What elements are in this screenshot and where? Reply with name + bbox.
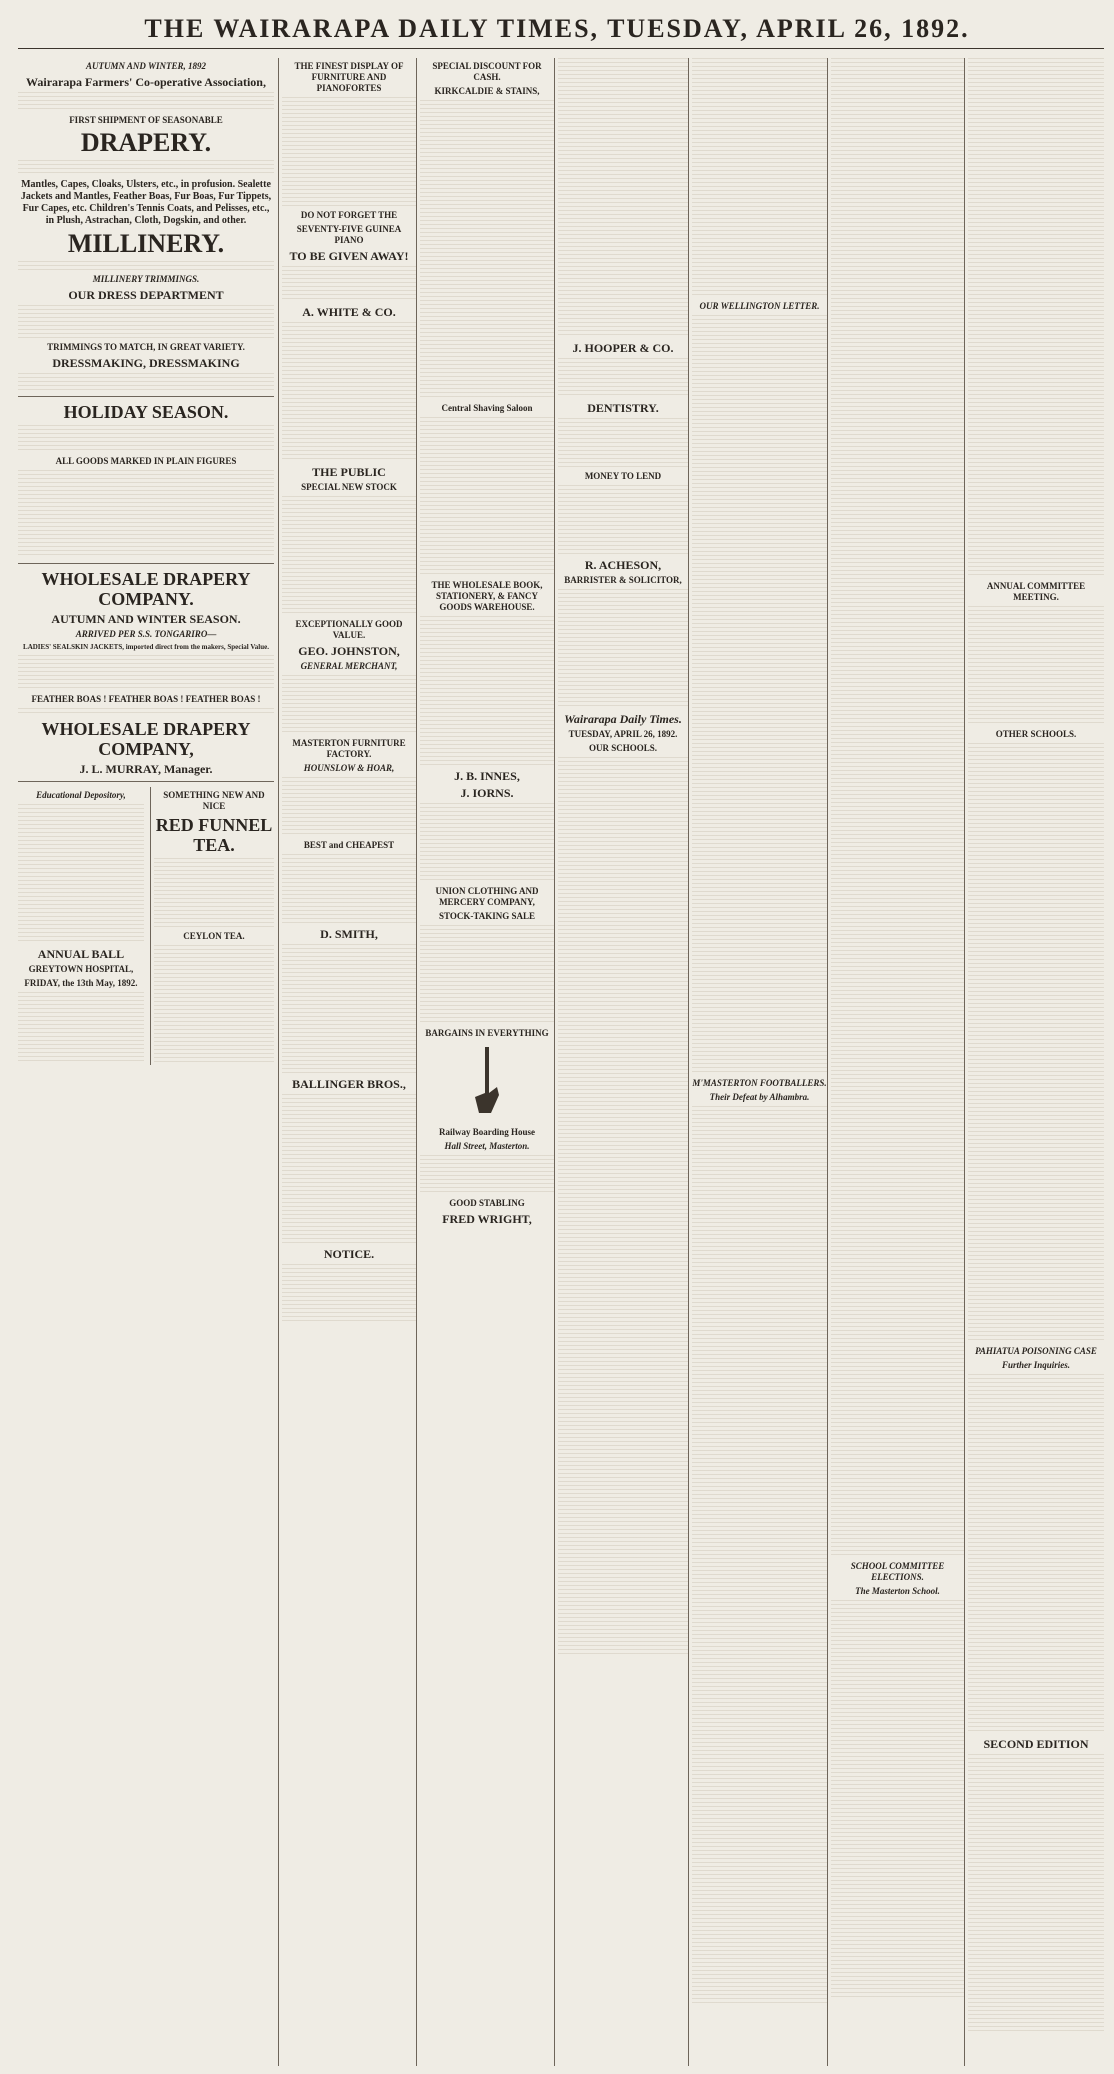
hall-heading: Hall Street, Masterton.: [444, 1141, 530, 1151]
filler: [558, 589, 688, 709]
wright-heading: FRED WRIGHT,: [442, 1212, 532, 1226]
committee-heading: SCHOOL COMMITTEE ELECTIONS.: [850, 1561, 945, 1582]
filler: [831, 1600, 964, 2000]
hooper-heading: J. HOOPER & CO.: [572, 341, 674, 355]
dentistry-heading: DENTISTRY.: [587, 401, 659, 415]
filler: [18, 804, 144, 944]
autumn-heading: AUTUMN AND WINTER SEASON.: [51, 612, 241, 626]
filler: [282, 266, 416, 302]
filler: [282, 496, 416, 616]
filler: [18, 708, 274, 716]
filler: [420, 925, 554, 1025]
filler: [692, 315, 827, 1075]
filler: [282, 854, 416, 924]
footballers-heading: M'MASTERTON FOOTBALLERS.: [692, 1078, 827, 1088]
column-7: [964, 58, 1104, 2066]
further-heading: Further Inquiries.: [1001, 1360, 1071, 1370]
filler: [558, 358, 688, 398]
hand-pointer-icon: [467, 1043, 507, 1123]
filler: [968, 1374, 1104, 1734]
hounslow-heading: HOUNSLOW & HOAR,: [303, 763, 395, 773]
something-heading: SOMETHING NEW AND NICE: [163, 789, 265, 811]
date-line: TUESDAY, APRIL 26, 1892.: [568, 729, 678, 739]
filler: [968, 606, 1104, 726]
times-title: Wairarapa Daily Times.: [564, 712, 682, 726]
plain-figures-heading: ALL GOODS MARKED IN PLAIN FIGURES: [55, 456, 237, 466]
given-heading: TO BE GIVEN AWAY!: [289, 249, 409, 263]
ball-date: FRIDAY, the 13th May, 1892.: [24, 977, 138, 988]
poisoning-heading: PAHIATUA POISONING CASE: [975, 1346, 1097, 1356]
divider: [18, 396, 274, 397]
guinea-heading: SEVENTY-FIVE GUINEA PIANO: [296, 224, 402, 245]
filler: [154, 858, 274, 928]
column-2: [278, 58, 416, 2066]
lower-ads: [18, 787, 274, 1065]
column-6: [827, 58, 964, 2066]
filler: [968, 58, 1104, 578]
divider: [18, 563, 274, 564]
dress-dept-heading: OUR DRESS DEPARTMENT: [68, 288, 224, 302]
bargains-heading: BARGAINS IN EVERYTHING: [425, 1028, 549, 1038]
divider: [18, 781, 274, 782]
johnston-heading: GEO. JOHNSTON,: [298, 644, 400, 658]
white-heading: A. WHITE & CO.: [302, 305, 396, 319]
filler: [18, 992, 144, 1062]
season-heading: AUTUMN AND WINTER, 1892: [85, 61, 206, 71]
filler: [18, 655, 274, 691]
wholesale-heading: WHOLESALE DRAPERY COMPANY.: [41, 569, 251, 609]
filler: [282, 675, 416, 735]
filler: [558, 418, 688, 468]
annual-ball-heading: ANNUAL BALL: [37, 946, 125, 961]
value-heading: EXCEPTIONALLY GOOD VALUE.: [295, 619, 403, 640]
mantles-text: Mantles, Capes, Cloaks, Ulsters, etc., in profusion. Sealette Jackets and Mantles, Feather Boas, Fur Boas, Fur Tippets, Fur Capes, etc. Children's Tennis Coats, and Pelisses, etc., in Plush, Astrachan, Cloth, Dogskin, and other.: [20, 179, 272, 226]
ladies-jackets: LADIES' SEALSKIN JACKETS, imported direct from the makers, Special Value.: [23, 643, 269, 651]
filler: [692, 1106, 827, 2006]
filler: [968, 743, 1104, 1343]
public-heading: THE PUBLIC: [312, 465, 386, 479]
depository-ad: [18, 787, 144, 1065]
filler: [968, 1754, 1104, 2034]
ballinger-heading: BALLINGER BROS.,: [292, 1077, 406, 1091]
factory-heading: MASTERTON FURNITURE FACTORY.: [292, 738, 406, 759]
filler: [282, 1094, 416, 1244]
second-edition-heading: SECOND EDITION: [983, 1737, 1089, 1751]
filler: [282, 777, 416, 837]
column-5: [688, 58, 827, 2066]
filler: [558, 757, 688, 1657]
manager-name: J. L. MURRAY, Manager.: [79, 761, 213, 776]
masthead-rule: [18, 48, 1104, 49]
column-3: [416, 58, 554, 2066]
money-heading: MONEY TO LEND: [584, 471, 662, 481]
filler: [18, 92, 274, 112]
filler: [154, 945, 274, 1065]
filler: [558, 58, 688, 338]
filler: [692, 58, 827, 298]
finest-display: THE FINEST DISPLAY OF FURNITURE AND PIANOFORTES: [294, 61, 404, 93]
discount-heading: SPECIAL DISCOUNT FOR CASH.: [432, 61, 542, 82]
acheson-heading: R. ACHESON,: [584, 558, 662, 572]
red-funnel-heading: RED FUNNEL TEA.: [155, 814, 273, 855]
shaving-heading: Central Shaving Saloon: [441, 403, 533, 413]
column-4: [554, 58, 688, 2066]
cheapest-heading: BEST and CHEAPEST: [303, 840, 395, 850]
filler: [558, 485, 688, 555]
filler: [282, 97, 416, 207]
masthead-title: THE WAIRARAPA DAILY TIMES, TUESDAY, APRIL 26, 1892.: [144, 14, 970, 43]
shipment-heading: FIRST SHIPMENT OF SEASONABLE: [69, 115, 223, 125]
masterton-school-heading: The Masterton School.: [855, 1586, 940, 1596]
millinery-heading: MILLINERY.: [67, 229, 225, 258]
drapery-heading: DRAPERY.: [80, 128, 212, 157]
notice-heading: NOTICE.: [323, 1247, 375, 1261]
filler: [18, 470, 274, 558]
wholesale-heading-2: WHOLESALE DRAPERY COMPANY,: [41, 718, 251, 759]
wellington-letter-heading: OUR WELLINGTON LETTER.: [699, 301, 820, 311]
arrived-heading: ARRIVED PER S.S. TONGARIRO—: [75, 629, 217, 639]
filler: [420, 616, 554, 766]
filler: [18, 305, 274, 339]
trimmings-heading: MILLINERY TRIMMINGS.: [92, 274, 200, 284]
feather-boas: FEATHER BOAS ! FEATHER BOAS ! FEATHER BOAS !: [31, 693, 261, 704]
trimmings-match: TRIMMINGS TO MATCH, IN GREAT VARIETY.: [47, 342, 245, 352]
filler: [282, 944, 416, 1074]
smith-heading: D. SMITH,: [320, 927, 378, 941]
filler: [18, 425, 274, 453]
annual-meeting-heading: ANNUAL COMMITTEE MEETING.: [986, 581, 1086, 602]
filler: [420, 100, 554, 400]
society-name: Wairarapa Farmers' Co-operative Association,: [26, 75, 266, 89]
barrister-heading: BARRISTER & SOLICITOR,: [564, 575, 682, 585]
schools-heading: OUR SCHOOLS.: [588, 743, 657, 753]
merchant-heading: GENERAL MERCHANT,: [300, 661, 398, 671]
stabling-heading: GOOD STABLING: [449, 1198, 525, 1208]
union-heading: UNION CLOTHING AND MERCERY COMPANY,: [435, 886, 539, 907]
stock-sale-heading: STOCK-TAKING SALE: [439, 911, 535, 921]
forget-heading: DO NOT FORGET THE: [300, 210, 398, 220]
filler: [18, 160, 274, 176]
filler: [282, 322, 416, 462]
other-schools-heading: OTHER SCHOOLS.: [995, 729, 1077, 739]
iorns-heading: J. IORNS.: [460, 786, 514, 800]
filler: [282, 1264, 416, 1324]
ceylon-heading: CEYLON TEA.: [183, 930, 245, 941]
filler: [420, 803, 554, 883]
filler: [420, 1155, 554, 1195]
railway-heading: Railway Boarding House: [438, 1127, 535, 1137]
column-1: [18, 58, 274, 2066]
filler: [18, 261, 274, 271]
defeat-heading: Their Defeat by Alhambra.: [709, 1092, 810, 1102]
filler: [831, 58, 964, 1558]
filler: [18, 373, 274, 391]
innes-heading: J. B. INNES,: [454, 769, 520, 783]
filler: [420, 417, 554, 577]
new-stock-heading: SPECIAL NEW STOCK: [301, 482, 397, 492]
greytown-heading: GREYTOWN HOSPITAL,: [28, 963, 134, 974]
dressmaking-heading: DRESSMAKING, DRESSMAKING: [52, 356, 240, 370]
masthead: [0, 0, 1114, 46]
kirkcaldie-heading: KIRKCALDIE & STAINS,: [434, 86, 540, 96]
depository-heading: Educational Depository,: [36, 789, 126, 800]
wholesale-book-heading: THE WHOLESALE BOOK, STATIONERY, & FANCY GOODS WAREHOUSE.: [431, 580, 543, 612]
holiday-heading: HOLIDAY SEASON.: [63, 402, 229, 422]
tea-ad: [150, 787, 274, 1065]
